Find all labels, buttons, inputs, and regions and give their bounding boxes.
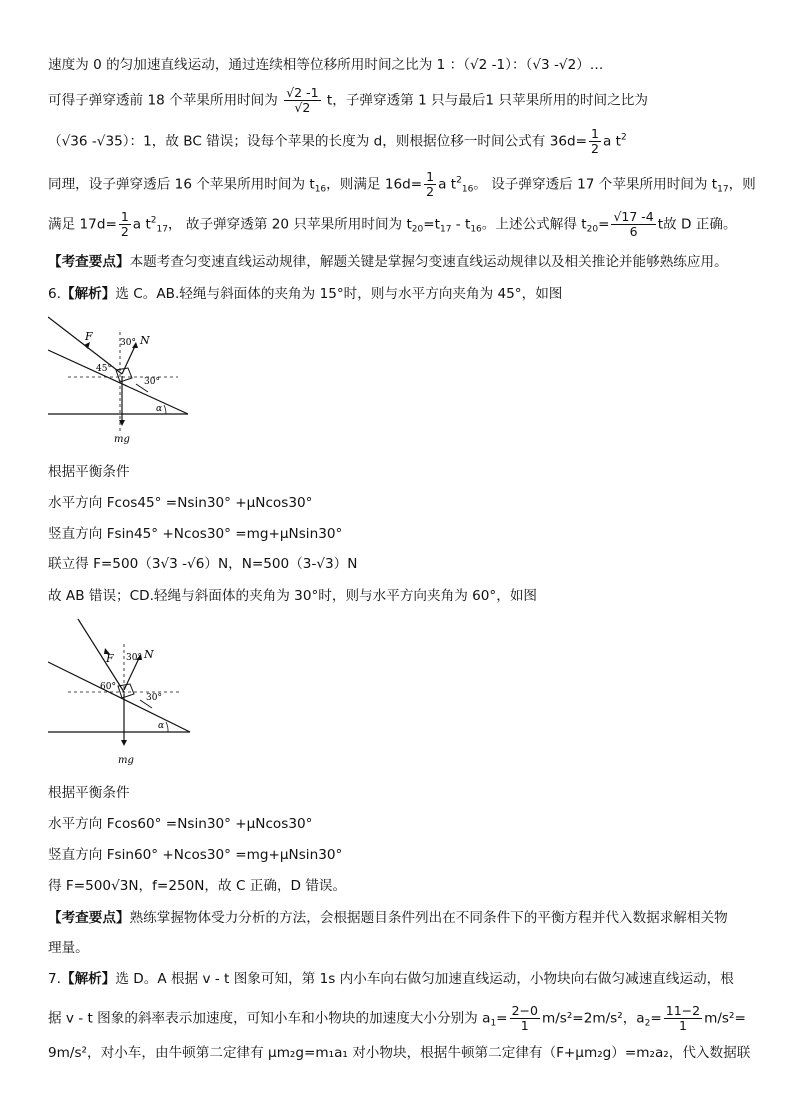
alpha-arc	[166, 722, 168, 732]
text-span: =	[650, 1010, 662, 1027]
fraction-denominator: 2	[591, 141, 599, 156]
section-label: 【考查要点】	[48, 910, 130, 926]
fraction-denominator: 1	[520, 1018, 529, 1033]
text-span: m/s²=	[704, 1010, 746, 1027]
superscript: 2	[620, 132, 627, 143]
question-number: 7.	[48, 971, 61, 987]
subscript: 17	[439, 224, 452, 235]
text-span: 同理，设子弹穿透后 16 个苹果所用时间为 t	[48, 176, 315, 193]
fraction-denominator: 1	[678, 1018, 687, 1033]
fraction-denominator: 2	[120, 224, 129, 239]
fraction-denominator: 2	[426, 184, 435, 199]
text-line-16: 得 F=500√3N，f=250N，故 C 正确，D 错误。	[48, 878, 347, 894]
equation-rhs: a t	[603, 133, 621, 150]
fraction-half	[424, 170, 436, 199]
force-diagram-1	[48, 312, 198, 452]
section-label: 【解析】	[60, 286, 116, 302]
gravity-arrowhead	[121, 740, 127, 746]
incline-surface	[48, 350, 188, 414]
superscript: 2	[456, 175, 462, 186]
fraction	[611, 210, 655, 239]
subscript: 2	[644, 1018, 651, 1029]
gravity-label: mg	[114, 434, 130, 445]
subscript: 16	[470, 224, 482, 235]
fraction-numerator: 11−2	[665, 1003, 701, 1018]
fraction-denominator: √2	[294, 100, 311, 115]
text-line-11: 联立得 F=500（3√3 -√6）N，N=500（3-√3）N	[48, 556, 358, 572]
equation-lhs: 17d=	[79, 216, 117, 233]
normal-force-label: N	[144, 648, 154, 661]
text-span: 选 C。AB.轻绳与斜面体的夹角为 15°时，则与水平方向夹角为 45°，如图	[115, 286, 563, 302]
force-diagram-2	[48, 614, 198, 769]
equation-lhs: 36d=	[549, 133, 588, 150]
text-span: 。上述公式解得	[481, 216, 577, 233]
subscript: 17	[156, 224, 168, 235]
subscript: 20	[586, 224, 599, 235]
text-span: ，则满足	[326, 176, 381, 193]
incline-angle-label: α	[156, 404, 163, 414]
incline-surface	[48, 662, 190, 732]
force-f-label: F	[85, 330, 93, 343]
text-line-7	[48, 284, 750, 304]
text-line-20	[48, 1004, 750, 1034]
text-span: 据 v - t 图象的斜率表示加速度，可知小车和小物块的加速度大小分别为 a	[48, 1010, 491, 1027]
text-span: m/s²=2m/s²，a	[541, 1010, 645, 1027]
text-span: ，则	[728, 176, 756, 193]
gravity-label: mg	[118, 755, 134, 766]
text-span: 满足	[48, 216, 76, 233]
fraction-numerator: √2 -1	[286, 85, 319, 100]
text-line-1: 速度为 0 的匀加速直线运动，通过连续相等位移所用时间之比为 1 ：（√2 -1）：（√3 -√2）…	[48, 57, 604, 73]
angle-label-rope: 45°	[96, 364, 112, 374]
subscript: 16	[461, 184, 474, 195]
fraction-numerator: 1	[591, 126, 599, 141]
text-span: =	[496, 1010, 508, 1027]
fraction-numerator: 1	[120, 209, 129, 224]
fraction-numerator: 2−0	[511, 1003, 538, 1018]
fraction-numerator: √17 -4	[613, 209, 654, 224]
equation-lhs: t	[581, 216, 587, 233]
text-line-5: 满足 17d= $\frac{1}{2}$ a $t^2_{17}$， 故子弹穿透第 20 只苹果所用时间为 $t_{20}=t_{17} - t_{16}$。上述公式解得 $t_{20}=$ $\frac{√17 -4}{6}$ t故 D 正确。	[48, 209, 737, 239]
text-span: 设子弹穿透后 17 个苹果所用时间为 t	[491, 176, 718, 193]
text-span: t，子弹穿透第 1 只与最后1 只苹果所用的时间之比为	[326, 92, 648, 109]
subscript: 17	[717, 184, 729, 195]
angle-label-rope: 60°	[100, 682, 116, 692]
text-line-14: 水平方向 Fcos60° =Nsin30° +μNcos30°	[48, 816, 313, 832]
superscript: 2	[150, 215, 157, 226]
fraction-denominator: 6	[629, 224, 638, 239]
fraction-half	[589, 127, 601, 156]
subscript: 20	[411, 224, 424, 235]
angle-label-normal: 30°	[120, 338, 136, 348]
angle-label-right: 30°	[144, 377, 160, 387]
fraction-a1	[510, 1004, 540, 1033]
text-span: 选 D。A 根据 v - t 图象可知，第 1s 内小车向右做匀加速直线运动，小物块向右做匀减速直线运动，根	[115, 971, 734, 987]
text-line-13: 根据平衡条件	[48, 785, 130, 801]
alpha-arc	[164, 405, 166, 414]
text-line-15: 竖直方向 Fsin60° +Ncos30° =mg+μNsin30°	[48, 847, 343, 863]
text-span: （√36 -√35）：1，故 BC 错误；设每个苹果的长度为 d，则根据位移一时间公式有	[48, 133, 546, 150]
text-span: - t	[451, 216, 471, 233]
fraction-a2	[664, 1004, 702, 1033]
text-line-3	[48, 127, 750, 156]
fraction-half	[119, 210, 131, 239]
text-span: 熟练掌握物体受力分析的方法，会根据题目条件列出在不同条件下的平衡方程并代入数据求解相关物	[129, 910, 728, 926]
equation-lhs: 16d=	[384, 176, 423, 193]
text-span: 故子弹穿透第 20 只苹果所用时间为 t	[185, 216, 412, 233]
text-line-2	[48, 86, 750, 115]
punctuation: ，	[167, 216, 182, 233]
equation-rhs: a t	[438, 176, 457, 193]
incline-angle-label: α	[158, 721, 165, 731]
equation-rhs: a t	[132, 216, 151, 233]
subscript: 1	[490, 1018, 497, 1029]
fraction	[284, 86, 320, 115]
text-span: t故 D 正确。	[657, 216, 737, 233]
text-line-6	[48, 252, 750, 272]
text-line-10: 竖直方向 Fsin45° +Ncos30° =mg+μNsin30°	[48, 526, 343, 542]
normal-force-label: N	[140, 334, 150, 347]
text-line-21: 9m/s²，对小车，由牛顿第二定律有 μm₂g=m₁a₁ 对小物块，根据牛顿第二定律有（F+μm₂g）=m₂a₂，代入数据联	[48, 1045, 751, 1061]
text-line-8: 根据平衡条件	[48, 464, 130, 480]
text-line-18: 理量。	[48, 940, 89, 956]
punctuation: 。	[473, 176, 487, 193]
section-label: 【解析】	[60, 971, 116, 987]
text-span: 可得子弹穿透前 18 个苹果所用时间为	[48, 92, 278, 109]
text-line-9: 水平方向 Fcos45° =Nsin30° +μNcos30°	[48, 495, 313, 511]
question-number: 6.	[48, 286, 61, 302]
section-label: 【考查要点】	[48, 254, 130, 270]
subscript: 16	[314, 184, 327, 195]
angle-label-right: 30°	[146, 693, 162, 703]
angle-label-normal: 30°	[126, 653, 142, 663]
text-line-4	[48, 169, 756, 200]
force-f-label: F	[106, 652, 114, 665]
fraction-numerator: 1	[426, 169, 435, 184]
text-span: =t	[423, 216, 440, 233]
text-line-19	[48, 969, 750, 989]
text-span: 本题考查匀变速直线运动规律，解题关键是掌握匀变速直线运动规律以及相关推论并能够熟练应用。	[129, 254, 728, 270]
text-line-12: 故 AB 错误；CD.轻绳与斜面体的夹角为 30°时，则与水平方向夹角为 60°，如图	[48, 588, 538, 604]
text-line-17	[48, 908, 750, 928]
